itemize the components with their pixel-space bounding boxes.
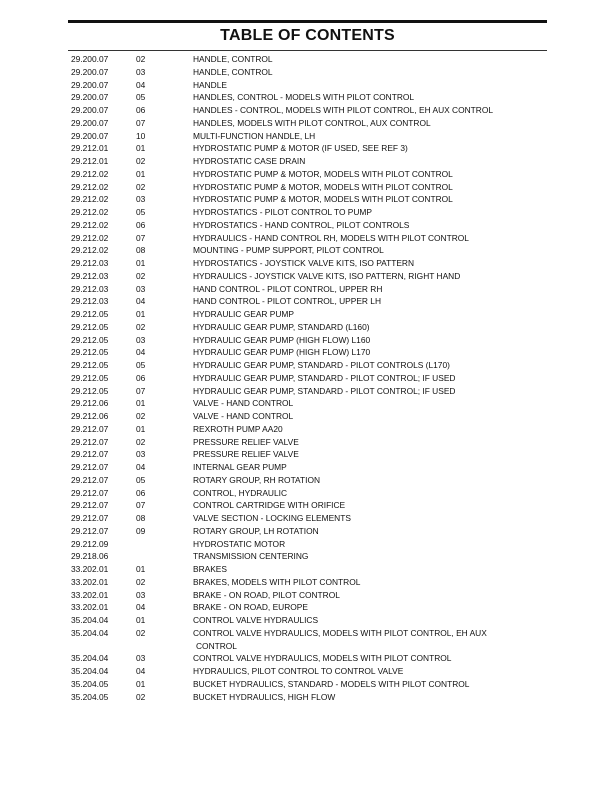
entry-number: 06 [136,372,146,383]
toc-entry[interactable] [71,104,541,117]
toc-entry[interactable] [71,359,541,372]
entry-number: 02 [136,691,146,702]
entry-description [193,385,493,398]
entry-description-text: HYDROSTATICS - JOYSTICK VALVE KITS, ISO PATTERN [193,258,415,268]
section-code: 29.200.07 [71,79,109,90]
entry-number: 07 [136,117,146,128]
entry-number: 02 [136,321,146,332]
entry-number: 01 [136,615,146,625]
section-code: 29.212.03 [71,258,109,268]
section-code: 29.212.07 [71,423,109,434]
entry-description-text: HYDRAULIC GEAR PUMP [193,309,294,319]
entry-number: 02 [136,627,146,638]
section-code: 29.212.02 [71,181,109,192]
entry-description-text: HYDRAULIC GEAR PUMP, STANDARD - PILOT CONTROLS (L170) [193,360,450,370]
entry-description [193,91,493,104]
entry-description [193,652,493,665]
entry-number: 07 [136,385,146,396]
section-code: 29.212.05 [71,309,109,319]
toc-entry[interactable] [71,589,541,602]
section-code: 29.212.05 [71,360,109,370]
toc-entry[interactable] [71,79,541,92]
entry-number: 03 [136,194,146,205]
toc-entry[interactable] [71,563,541,576]
entry-number: 01 [136,423,146,434]
entry-number: 05 [136,92,146,103]
entry-description-text: CONTROL CARTRIDGE WITH ORIFICE [193,500,346,511]
section-code: 35.204.04 [71,615,109,625]
entry-description [193,321,493,334]
page-title: TABLE OF CONTENTS [220,27,395,44]
entry-description-continuation: CONTROL [196,640,237,651]
entry-number: 03 [136,283,146,294]
toc-entry[interactable] [71,244,541,257]
entry-description-text: HANDLES - CONTROL, MODELS WITH PILOT CONTROL, EH AUX CONTROL [193,105,493,115]
entry-description-text: BRAKES, MODELS WITH PILOT CONTROL [193,576,361,587]
toc-entry[interactable] [71,448,541,461]
section-code: 29.212.05 [71,385,109,396]
entry-number: 10 [136,130,146,141]
entry-number: 06 [136,105,146,115]
entry-description [193,193,493,206]
section-code: 29.212.07 [71,500,109,511]
toc-entry[interactable] [71,601,541,614]
entry-number: 02 [136,270,146,281]
entry-description [193,295,493,308]
toc-entry[interactable] [71,142,541,155]
toc-entry[interactable] [71,66,541,79]
section-code: 29.212.02 [71,232,109,243]
entry-description [193,423,493,436]
entry-number: 02 [136,181,146,192]
entry-description [193,283,493,296]
entry-description [193,461,493,474]
section-code: 29.200.07 [71,92,109,103]
entry-number: 01 [136,143,146,154]
toc-entry[interactable] [71,436,541,449]
section-code: 29.212.07 [71,462,109,472]
title-rule [68,50,547,51]
toc-entry[interactable] [71,193,541,206]
entry-description-text: HYDROSTATICS - PILOT CONTROL TO PUMP [193,207,372,217]
toc-entry[interactable] [71,283,541,296]
entry-description [193,168,493,181]
section-code: 29.212.07 [71,513,109,523]
entry-description-text: HYDROSTATIC PUMP & MOTOR, MODELS WITH PILOT CONTROL [193,194,453,205]
toc-entry[interactable] [71,232,541,245]
entry-description-text: BRAKE - ON ROAD, EUROPE [193,602,308,613]
section-code: 33.202.01 [71,564,109,574]
toc-entry[interactable] [71,321,541,334]
entry-description [193,691,493,704]
entry-number: 05 [136,474,146,485]
entry-description-text: VALVE - HAND CONTROL [193,398,294,409]
entry-description-text: BUCKET HYDRAULICS, HIGH FLOW [193,691,336,702]
toc-entry[interactable] [71,538,541,551]
entry-number: 02 [136,436,146,447]
entry-description [193,257,493,270]
entry-number: 07 [136,232,146,243]
toc-entry[interactable] [71,691,541,704]
entry-number: 01 [136,168,146,179]
entry-number: 03 [136,653,146,664]
entry-number: 02 [136,411,146,421]
top-rule [68,20,547,23]
entry-description-text: VALVE SECTION - LOCKING ELEMENTS [193,513,351,523]
toc-entry[interactable] [71,117,541,130]
entry-description-text: CONTROL VALVE HYDRAULICS, MODELS WITH PILOT CONTROL [193,653,452,664]
section-code: 29.212.07 [71,525,109,536]
section-code: 29.200.07 [71,66,109,77]
entry-description [193,308,493,321]
toc-entry[interactable] [71,308,541,321]
entry-description [193,130,493,143]
toc-entry[interactable] [71,487,541,500]
entry-description [193,372,493,385]
toc-entry[interactable] [71,206,541,219]
section-code: 29.218.06 [71,551,109,562]
entry-description-text: BRAKE - ON ROAD, PILOT CONTROL [193,589,340,600]
section-code: 33.202.01 [71,589,109,600]
toc-entry[interactable] [71,168,541,181]
entry-description-text: HYDRAULICS - JOYSTICK VALVE KITS, ISO PATTERN, RIGHT HAND [193,270,461,281]
entry-description-text: CONTROL VALVE HYDRAULICS, MODELS WITH PILOT CONTROL, EH AUX [193,627,487,638]
entry-description-text: HYDROSTATIC PUMP & MOTOR (IF USED, SEE REF 3) [193,143,408,154]
section-code: 29.212.07 [71,449,109,460]
entry-description-text: VALVE - HAND CONTROL [193,411,294,421]
entry-description [193,589,493,602]
section-code: 35.204.04 [71,627,109,638]
section-code: 29.212.06 [71,411,109,421]
entry-number: 06 [136,487,146,498]
entry-description [193,410,493,423]
entry-description [193,181,493,194]
toc-entry[interactable] [71,219,541,232]
entry-number: 04 [136,347,146,358]
entry-number: 01 [136,309,146,319]
section-code: 29.212.02 [71,194,109,205]
entry-description [193,550,493,563]
section-code: 35.204.04 [71,653,109,664]
entry-description-text: HANDLE [193,79,227,90]
entry-description-text: HAND CONTROL - PILOT CONTROL, UPPER RH [193,283,383,294]
toc-entry[interactable] [71,474,541,487]
toc-entry[interactable] [71,665,541,678]
toc-entry[interactable] [71,295,541,308]
entry-description-text: HYDRAULIC GEAR PUMP, STANDARD - PILOT CONTROL; IF USED [193,372,456,383]
entry-description [193,397,493,410]
entry-number: 03 [136,334,146,345]
section-code: 29.212.02 [71,207,109,217]
entry-description [193,576,493,589]
entry-description-text: TRANSMISSION CENTERING [193,551,309,562]
entry-description [193,79,493,92]
entry-number: 09 [136,525,146,536]
entry-description-text: HYDRAULIC GEAR PUMP, STANDARD (L160) [193,321,370,332]
entry-description-text: ROTARY GROUP, LH ROTATION [193,525,319,536]
entry-description-text: BUCKET HYDRAULICS, STANDARD - MODELS WITH PILOT CONTROL [193,678,470,689]
section-code: 29.200.07 [71,117,109,128]
entry-description-text: HYDROSTATIC MOTOR [193,538,286,549]
entry-description-text: MULTI-FUNCTION HANDLE, LH [193,130,316,141]
entry-description [193,601,493,614]
entry-description-text: HYDROSTATIC PUMP & MOTOR, MODELS WITH PILOT CONTROL [193,168,453,179]
entry-description-text: HAND CONTROL - PILOT CONTROL, UPPER LH [193,296,381,307]
entry-number: 04 [136,666,146,676]
entry-number: 06 [136,219,146,230]
section-code: 29.212.05 [71,372,109,383]
entry-number: 05 [136,360,146,370]
section-code: 29.212.01 [71,156,109,166]
section-code: 29.212.02 [71,219,109,230]
toc-entry[interactable] [71,652,541,665]
section-code: 29.212.05 [71,334,109,345]
section-code: 33.202.01 [71,576,109,587]
toc-entry[interactable] [71,346,541,359]
entry-description-text: REXROTH PUMP AA20 [193,423,283,434]
section-code: 29.200.07 [71,105,109,115]
entry-description-text: CONTROL, HYDRAULIC [193,487,287,498]
entry-description-text: HYDRAULIC GEAR PUMP (HIGH FLOW) L160 [193,334,371,345]
toc-entry[interactable] [71,512,541,525]
toc-entry[interactable] [71,130,541,143]
section-code: 29.200.07 [71,54,109,64]
toc-entry[interactable] [71,257,541,270]
entry-description-text: HYDRAULICS - HAND CONTROL RH, MODELS WITH PILOT CONTROL [193,232,469,243]
toc-entry[interactable] [71,461,541,474]
entry-description [193,474,493,487]
entry-description-text: HYDRAULIC GEAR PUMP (HIGH FLOW) L170 [193,347,371,358]
entry-description [193,66,493,79]
entry-description [193,206,493,219]
entry-number: 04 [136,462,146,472]
entry-description [193,359,493,372]
entry-description [193,436,493,449]
toc-entry[interactable] [71,423,541,436]
entry-number: 04 [136,296,146,307]
entry-number: 04 [136,602,146,613]
entry-number: 02 [136,156,146,166]
entry-number: 08 [136,513,146,523]
entry-description [193,104,493,117]
entry-number: 05 [136,207,146,217]
toc-entry[interactable] [71,397,541,410]
toc-entry[interactable] [71,499,541,512]
entry-number: 07 [136,500,146,511]
entry-description [193,614,493,627]
entry-number: 01 [136,564,146,574]
section-code: 29.212.01 [71,143,109,154]
section-code: 29.212.03 [71,283,109,294]
section-code: 29.212.07 [71,436,109,447]
section-code: 29.212.05 [71,347,109,358]
entry-description [193,334,493,347]
toc-entry[interactable] [71,678,541,691]
section-code: 35.204.05 [71,678,109,689]
entry-description-text: MOUNTING - PUMP SUPPORT, PILOT CONTROL [193,245,384,256]
entry-number: 04 [136,79,146,90]
section-code: 35.204.04 [71,666,109,676]
toc-entry[interactable] [71,334,541,347]
entry-description-text: PRESSURE RELIEF VALVE [193,449,299,460]
entry-description-text: HYDRAULIC GEAR PUMP, STANDARD - PILOT CONTROL; IF USED [193,385,456,396]
toc-entry[interactable] [71,270,541,283]
section-code: 29.212.03 [71,270,109,281]
section-code: 29.212.05 [71,321,109,332]
entry-description-text: INTERNAL GEAR PUMP [193,462,287,472]
toc-entry[interactable] [71,525,541,538]
section-code: 29.212.07 [71,487,109,498]
section-code: 29.200.07 [71,130,109,141]
toc-entry[interactable] [71,410,541,423]
entry-description [193,155,493,168]
entry-description [193,270,493,283]
section-code: 29.212.07 [71,474,109,485]
toc-entry[interactable] [71,372,541,385]
entry-description-text: HYDROSTATIC PUMP & MOTOR, MODELS WITH PILOT CONTROL [193,181,453,192]
entry-description [193,219,493,232]
entry-number: 02 [136,54,146,64]
section-code: 29.212.03 [71,296,109,307]
entry-number: 03 [136,589,146,600]
toc-entry[interactable] [71,181,541,194]
entry-description-text: BRAKES [193,564,227,574]
toc-entry[interactable] [71,91,541,104]
entry-description-text: HYDROSTATICS - HAND CONTROL, PILOT CONTROLS [193,219,410,230]
toc-entry[interactable] [71,550,541,563]
entry-description [193,487,493,500]
entry-description-text: ROTARY GROUP, RH ROTATION [193,474,321,485]
entry-description [193,142,493,155]
entry-description-text: PRESSURE RELIEF VALVE [193,436,299,447]
entry-number: 08 [136,245,146,256]
section-code: 29.212.06 [71,398,109,409]
entry-description-text: HANDLES, CONTROL - MODELS WITH PILOT CONTROL [193,92,415,103]
section-code: 29.212.02 [71,168,109,179]
entry-description [193,627,493,653]
toc-list [71,53,541,703]
entry-description [193,117,493,130]
entry-description [193,232,493,245]
section-code: 35.204.05 [71,691,109,702]
toc-entry[interactable] [71,576,541,589]
entry-description [193,538,493,551]
entry-description [193,665,493,678]
entry-description [193,563,493,576]
toc-entry[interactable] [71,614,541,627]
entry-description [193,512,493,525]
entry-number: 01 [136,258,146,268]
entry-description-text: HANDLE, CONTROL [193,66,273,77]
entry-number: 01 [136,678,146,689]
toc-entry[interactable] [71,53,541,66]
toc-entry[interactable] [71,155,541,168]
section-code: 29.212.02 [71,245,109,256]
section-code: 29.212.09 [71,538,109,549]
entry-description-text: CONTROL VALVE HYDRAULICS [193,615,319,625]
toc-entry[interactable] [71,627,541,653]
entry-description [193,53,493,66]
entry-description-text: HANDLES, MODELS WITH PILOT CONTROL, AUX CONTROL [193,117,431,128]
entry-description [193,499,493,512]
section-code: 33.202.01 [71,602,109,613]
entry-description [193,678,493,691]
entry-description-text: HANDLE, CONTROL [193,54,273,64]
toc-entry[interactable] [71,385,541,398]
entry-description [193,244,493,257]
entry-description [193,346,493,359]
entry-number: 03 [136,449,146,460]
entry-description [193,448,493,461]
entry-description-text: HYDRAULICS, PILOT CONTROL TO CONTROL VALVE [193,666,404,676]
entry-number: 02 [136,576,146,587]
entry-number: 01 [136,398,146,409]
entry-description-text: HYDROSTATIC CASE DRAIN [193,156,306,166]
entry-description [193,525,493,538]
entry-number: 03 [136,66,146,77]
